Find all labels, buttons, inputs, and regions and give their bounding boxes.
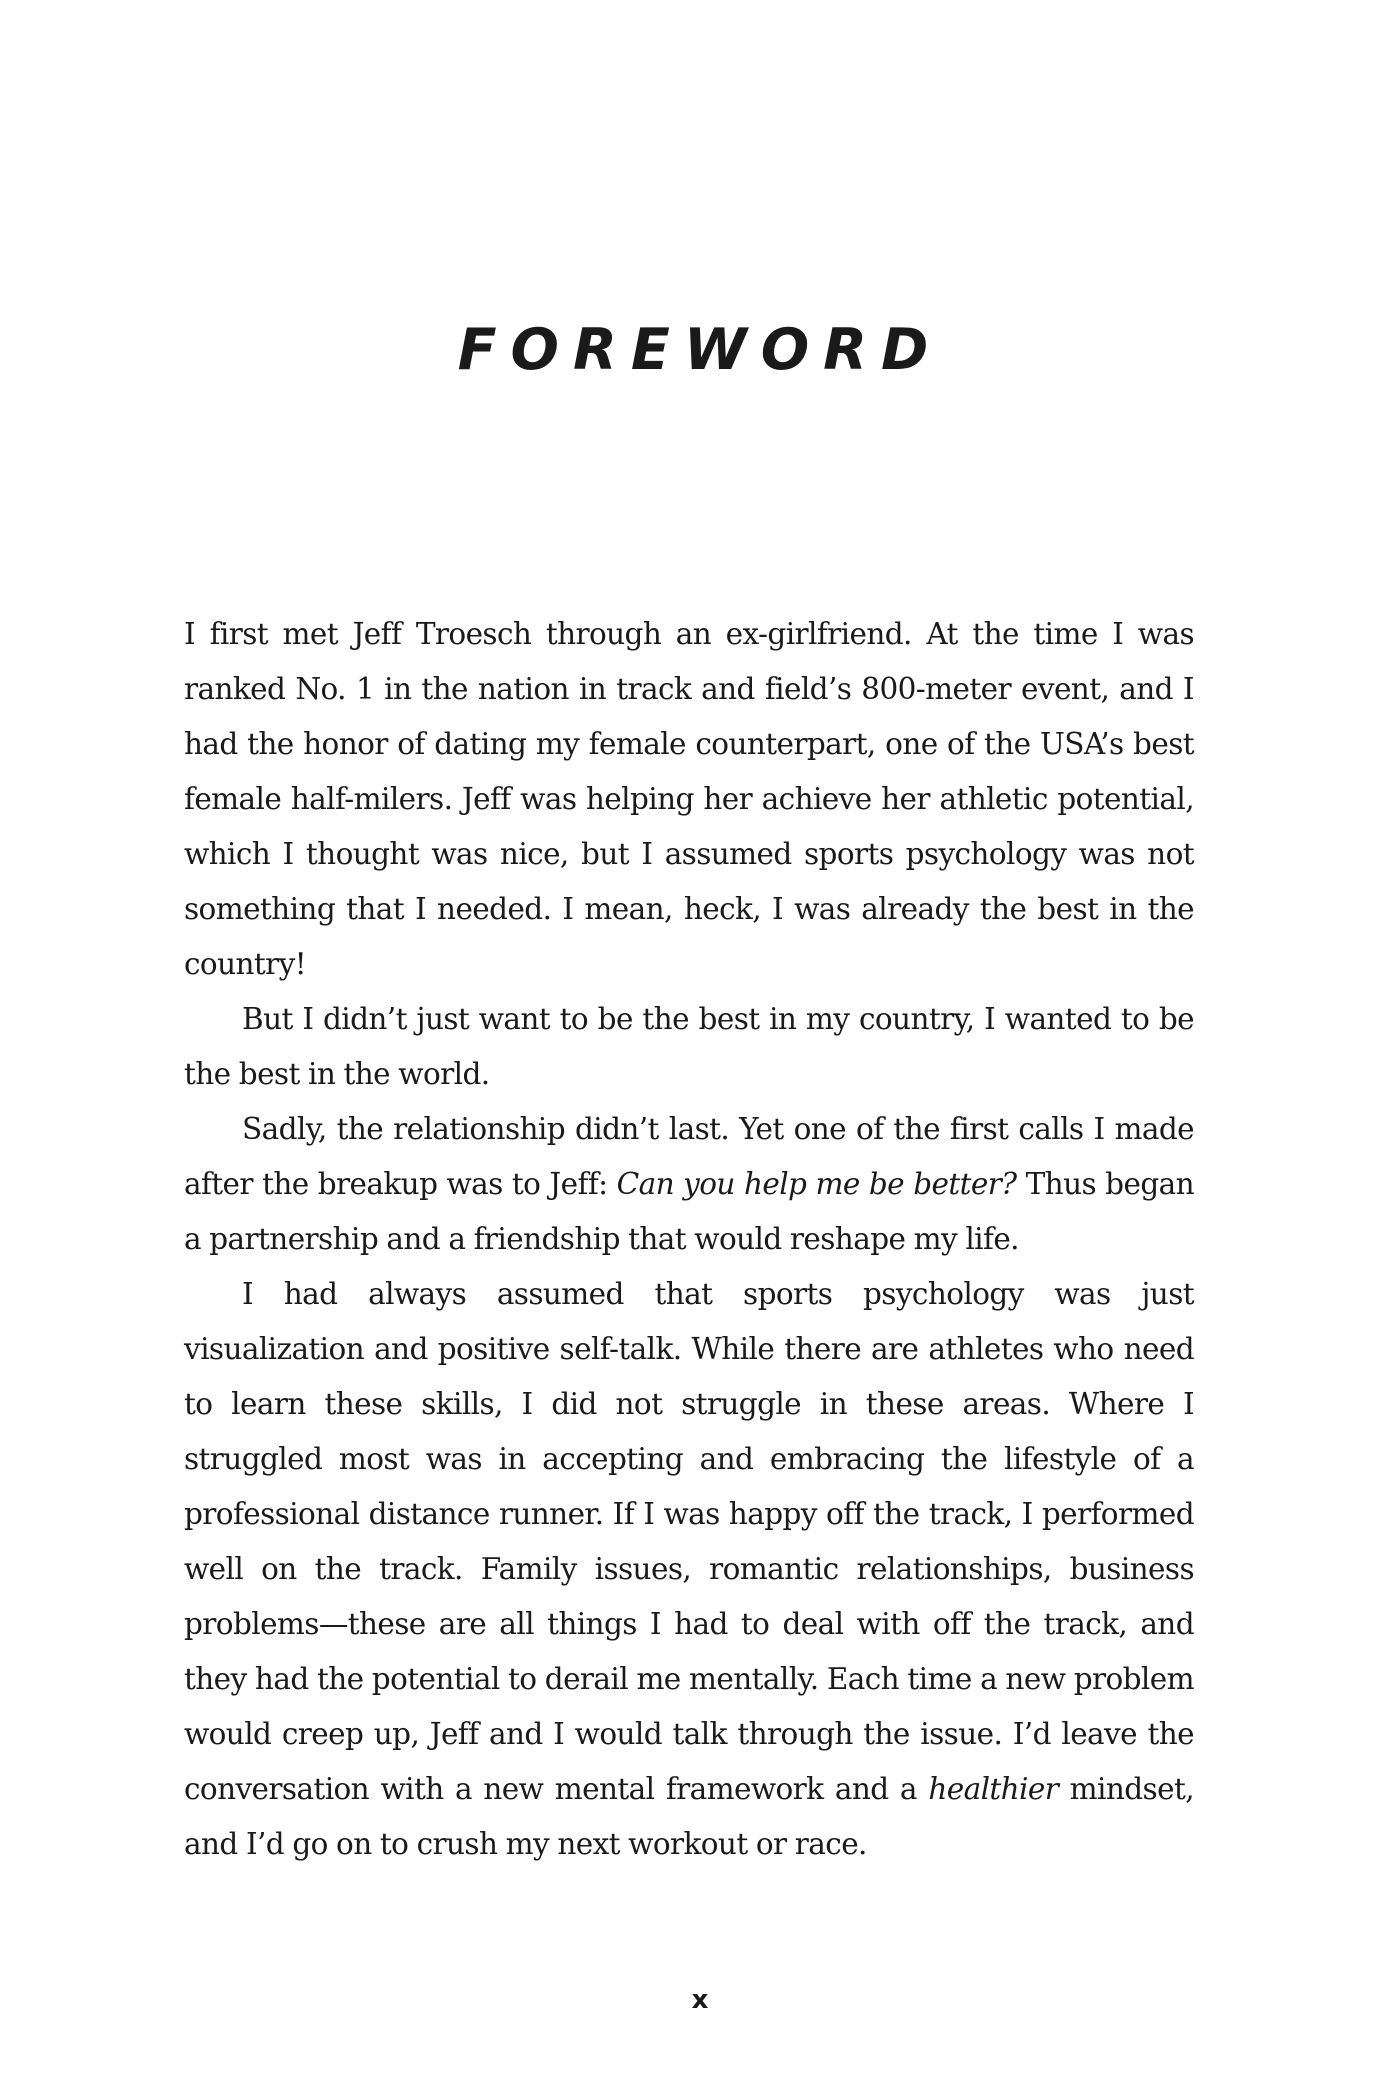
paragraph xyxy=(184,607,1194,992)
foreword-body xyxy=(184,607,1194,1872)
paragraph xyxy=(184,1102,1194,1267)
page-number: x xyxy=(691,1985,709,2015)
paragraph-text: But I didn’t just want to be the best in my country, I wanted to be the best in the world. xyxy=(184,1002,1194,1091)
paragraph-text: I first met Jeff Troesch through an ex-girlfriend. At the time I was ranked No. 1 in the nation in track and field’s 800-meter event, and I had the honor of dating my female counterpart, one of the USA’s best female half-milers. Jeff was helping her achieve her athletic potential, which I thought was nice, but I assumed sports psychology was not something that I needed. I mean, heck, I was already the best in the country! xyxy=(184,617,1194,981)
chapter-title: FOREWORD xyxy=(457,317,943,383)
paragraph-text: I had always assumed that sports psychology was just visualization and positive self-talk. While there are athletes who need to learn these skills, I did not struggle in these areas. Where I struggled most was in accepting and embracing the lifestyle of a professional distance runner. If I was happy off the track, I performed well on the track. Family issues, romantic relationships, business problems—these are all things I had to deal with off the track, and they had the potential to derail me mentally. Each time a new problem would creep up, Jeff and I would talk through the issue. I’d leave the conversation with a new mental framework and a xyxy=(184,1277,1194,1806)
paragraph xyxy=(184,1267,1194,1872)
emphasized-text: healthier xyxy=(928,1772,1059,1806)
paragraph xyxy=(184,992,1194,1102)
paragraph-text: Sadly, the relationship didn’t last. Yet one of the first calls I made after the breakup was to Jeff: xyxy=(184,1112,1194,1201)
emphasized-text: Can you help me be better? xyxy=(616,1167,1017,1201)
paragraph-text: mindset, and I’d go on to crush my next workout or race. xyxy=(184,1772,1194,1861)
paragraph-text: Thus began a partnership and a friendship that would reshape my life. xyxy=(184,1167,1194,1256)
